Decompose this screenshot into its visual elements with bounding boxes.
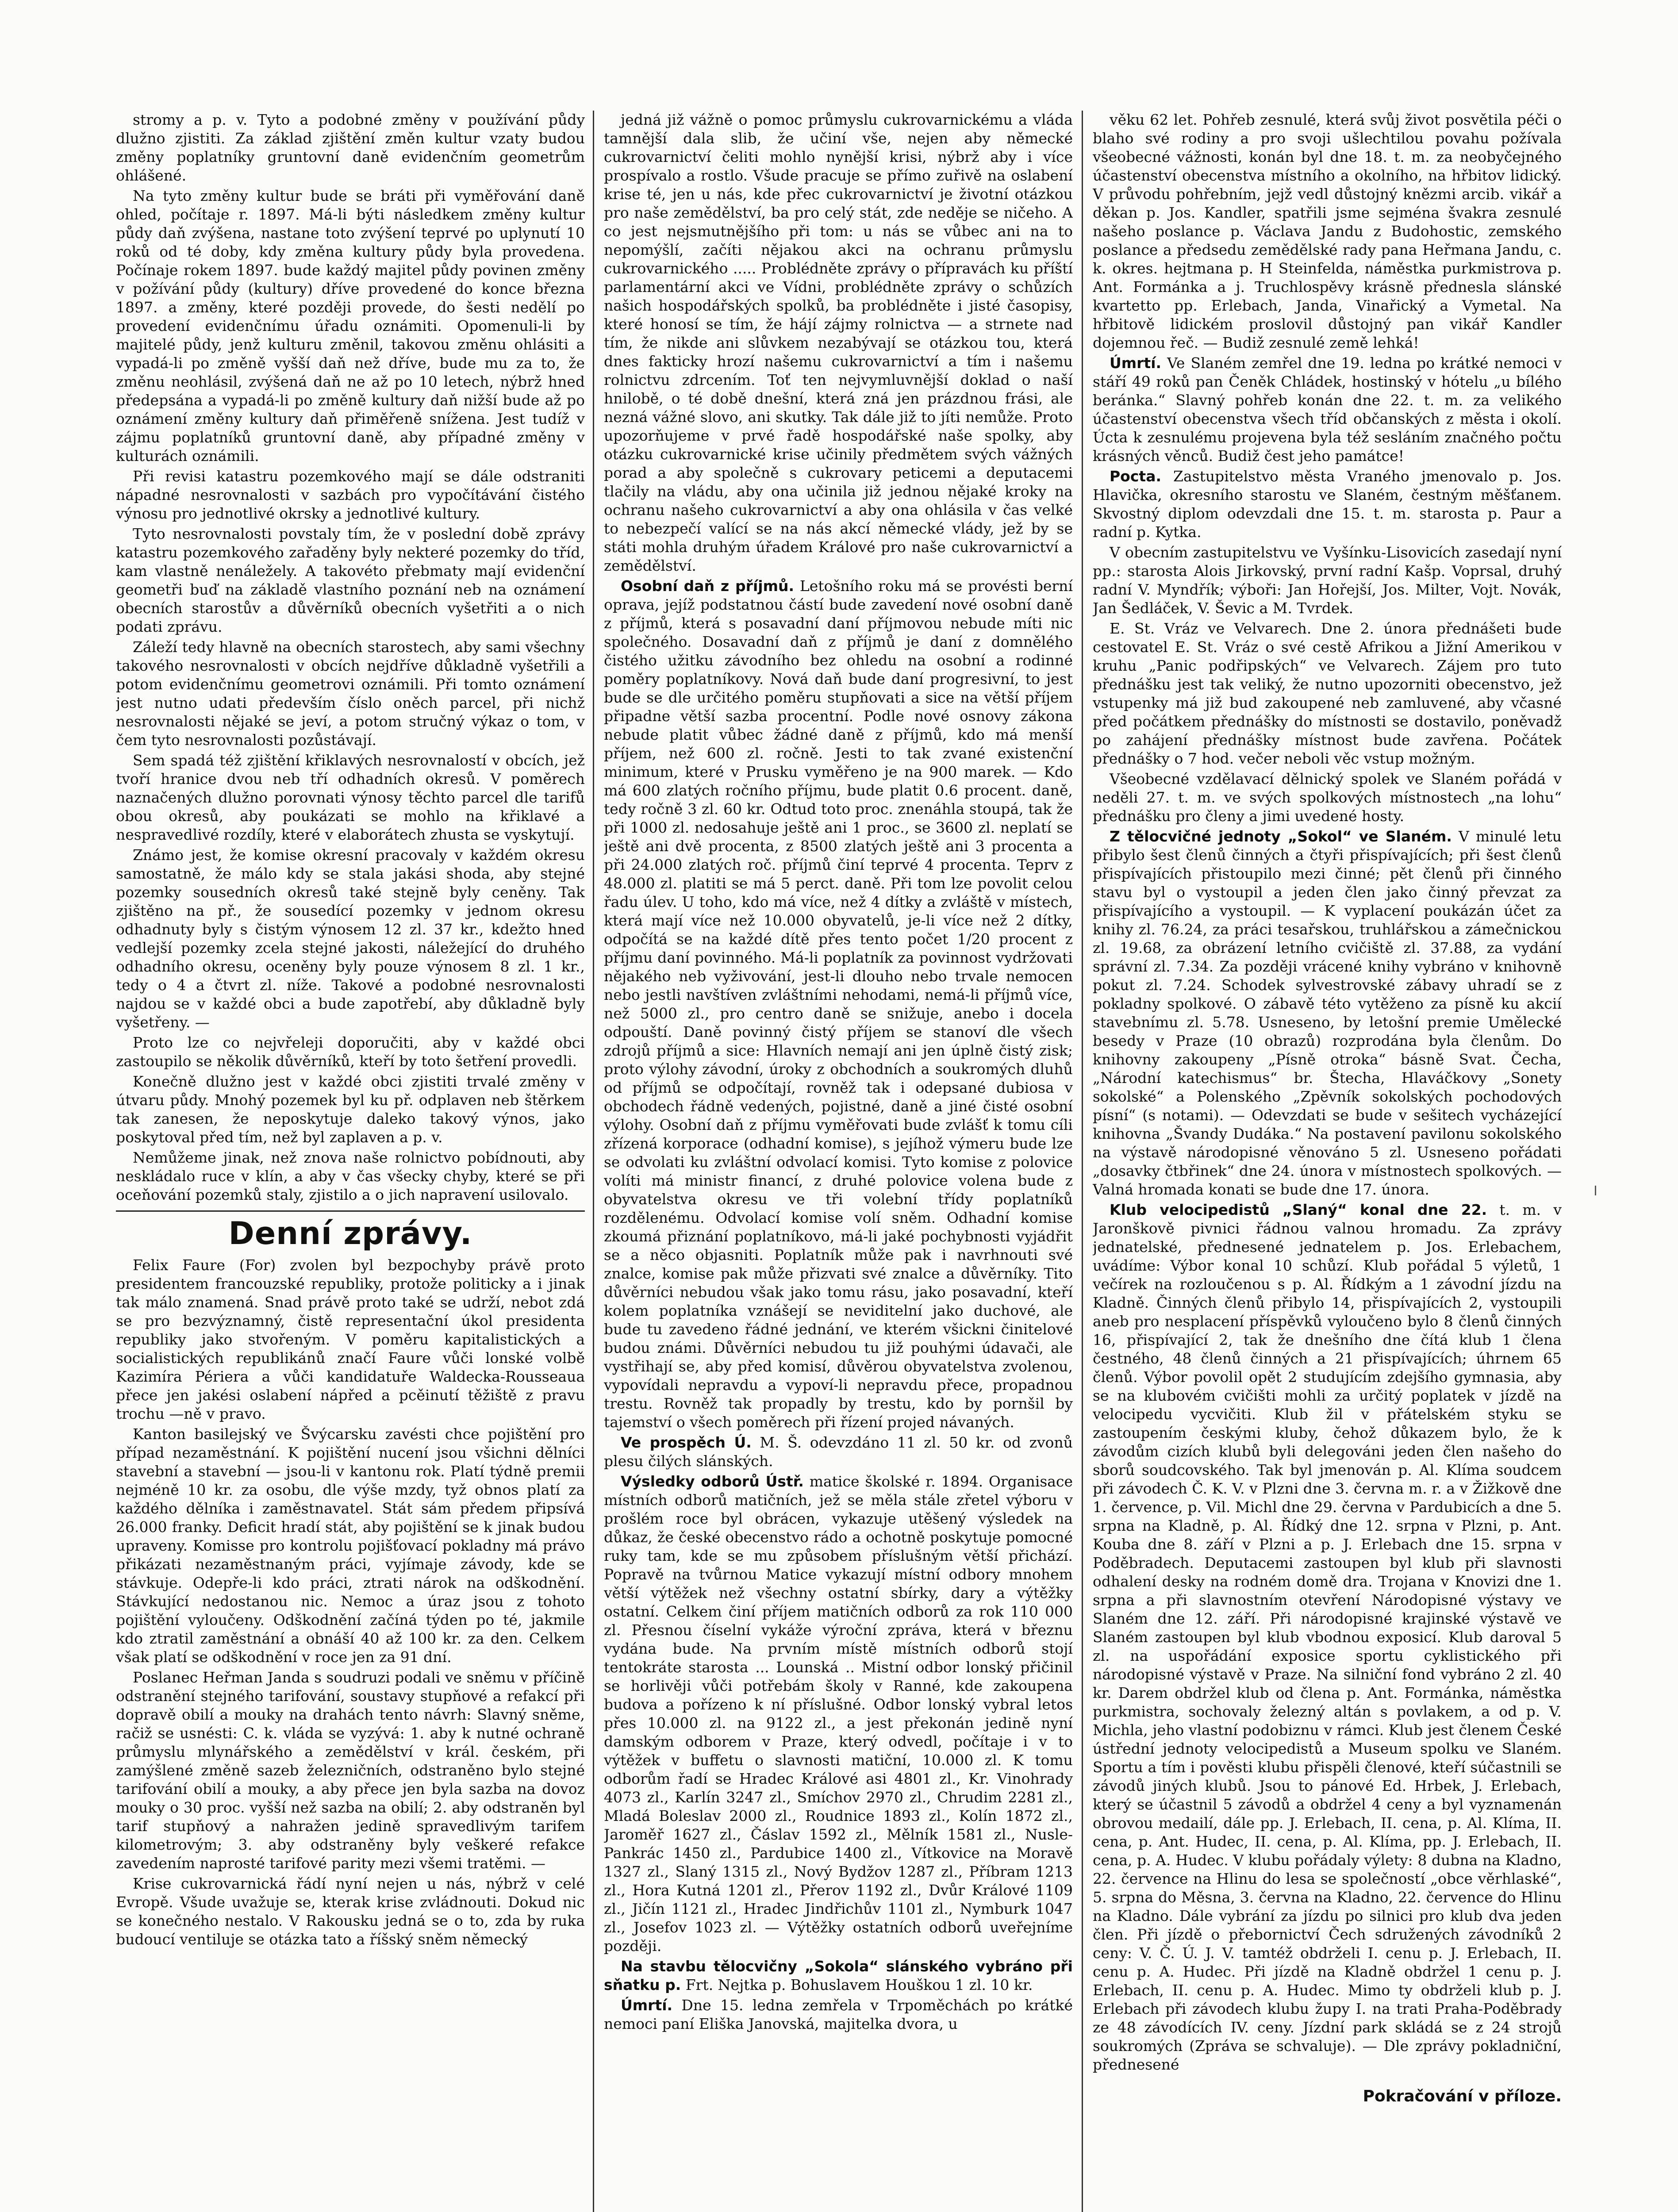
article-paragraph: Osobní daň z příjmů. Letošního roku má se provésti berní oprava, jejíž podstatnou částí bude zavedení nové osobní daně z příjmů, která s posavadní daní příjmovou nebude míti nic společného. Dosavadní daň z příjmů je daní z domnělého čistého užitku závodního bez ohledu na osobní a rodinné poměry poplatníkovy. Nová daň bude daní progresivní, to jest bude se dle určitého poměru stupňovati a sice na větší příjem připadne větší sazba procentní. Podle nové osnovy zákona nebude platit vůbec žádné daně z příjmů, kdo má menší příjem, než 600 zl. ročně. Jesti to tak zvané existenční minimum, které v Prusku vyměřeno je na 900 marek. — Kdo má 600 zlatých ročního příjmu, bude platit 0.6 procent. daně, tedy ročně 3 zl. 60 kr. Odtud toto proc. znenáhla stoupá, tak že při 1000 zl. nedosahuje ještě ani 1 proc., se 3600 zl. neplatí se ještě ani dvě procenta, z 8500 zlatých ještě ani 3 procenta a při 24.000 zlatých roč. příjmů činí teprvé 4 procenta. Teprv z 48.000 zl. platiti se má 5 perct. daně. Při tom lze povolit celou řadu úlev. U toho, kdo má více, než 4 dítky a zvláště v místech, která mají více než 10.000 obyvatelů, je-li více než 2 dítky, odpočítá se na každé dítě přes tento počet 1/20 procent z příjmu daní povinného. Má-li poplatník za povinnost vydržovati nějakého neb vyživování, jest-li dlouho nebo trvale nemocen nebo jestli navštíven zvláštními nehodami, nemá-li příjmů více, než 5000 zl., pro centro daně se snižuje, anebo i docela odpouští. Daně povinný čistý příjem se stanoví dle všech zdrojů příjmů a sice: Hlavních nemají ani jen úplně čistý zisk; proto výlohy závodní, úroky z obchodních a soukromých dluhů od příjmů se odpočítají, rovněž tak i odepsané dubiosa v obchodech řádně vedených, pojistné, daně a jiné čisté osobní výlohy. Osobní daň z příjmu vyměřovati bude zvlášť k tomu cíli zřízená korporace (odhadní komise), s jejíhož výmeru bude lze se odvolati ku zvláštní odvolací komisi. Tyto komise z polovice volíti má ministr financí, z druhé polovice volena bude z obyvatelstva okresu ve tři volební třídy poplatníků rozdělenému. Odvolací komise volí sněm. Odhadní komise zkoumá přiznání poplatníkovo, má-li jaké pochybnosti vyjádřit se a něco objasniti. Poplatník může pak i navrhnouti své znalce, komise pak může přizvati své znalce a důvěrníky. Tito důvěrníci nebudou však jako tomu rásu, jako posavadní, kteří kolem poplatníka vznášejí se neviditelní jako duchové, ale bude tu zavedeno řádné jednání, ve kterém všickni činitelové budou známi. Důvěrníci nebudou tu již pouhými údavači, ale vystřihají se, aby před komisí, důvěrou obyvatelstva zvolenou, vypovídali nepravdu a vypoví-li nepravdu přece, propadnou trestu. Rovněž tak propadly by trestu, kdo by pornšil by tajemství o všech poměrech při řízení projed návaných.	[604, 577, 1073, 1431]
article-paragraph: Krise cukrovarnická řádí nyní nejen u nás, nýbrž v celé Evropě. Všude uvažuje se, kterak krise zvládnouti. Dokud nic se konečného nestalo. V Rakousku jedná se o to, zda by ruka budoucí ventiluje se otázka tato a říšský sněm německý	[116, 1875, 585, 1948]
run-in-heading: Ve prospěch Ú.	[621, 1434, 752, 1451]
article-paragraph: stromy a p. v. Tyto a podobné změny v používání půdy dlužno zjistiti. Za základ zjištění změn kultur vzaty budou změny poplatníky gruntovní daně evidenčním geometrům ohlášené.	[116, 111, 585, 184]
article-paragraph: Nemůžeme jinak, než znova naše rolnictvo pobídnouti, aby neskládalo ruce v klín, a aby v čas všecky chyby, které se při oceňování pozemků staly, zjistilo a o jich napravení usilovalo.	[116, 1149, 585, 1203]
article-paragraph: E. St. Vráz ve Velvarech. Dne 2. února přednášeti bude cestovatel E. St. Vráz o své cestě Afrikou a Jižní Amerikou v kruhu „Panic podřipských“ ve Velvarech. Zájem pro tuto přednášku jest tak veliký, že nutno upozorniti obecenstvo, jež vstupenky má již bud zakoupené neb zamluvené, aby včasné před počátkem přednášky do místnosti se dostavilo, poněvadž po zahájení přednášky místnost bude zavřena. Počátek přednášky o 7 hod. večer neboli věc vstup možným.	[1093, 620, 1562, 767]
article-paragraph: věku 62 let. Pohřeb zesnulé, která svůj život posvětila péči o blaho své rodiny a pro svoji ušlechtilou povahu požívala všeobecné vážnosti, konán byl dne 18. t. m. za neobyčejného účastenství obecenstva místního a okolního, na hřbitov lidický. V průvodu pohřebním, jejž vedl důstojný knězmi arcib. vikář a děkan p. Jos. Kandler, spatřili jsme sejména švakra zesnulé našeho poslance p. Václava Jandu z Budohostic, zemského poslance a předsedu zemědělské rady pana Heřmana Jandu, c. k. okres. hejtmana p. H Steinfelda, náměstka purkmistrova p. Ant. Formánka a j. Truchlospěvy krásně přednesla slánské kvartetto pp. Erlebach, Janda, Vinařický a Vymetal. Na hřbitově lidickém proslovil důstojný pan vikář Kandler dojemnou řeč. — Budiž zesnulé země lehká!	[1093, 111, 1562, 351]
article-paragraph: Felix Faure (For) zvolen byl bezpochyby právě proto presidentem francouzské republiky, protože politicky a i jinak tak málo znamená. Snad právě proto také se udrží, nebot zdá se pro bezvýznamný, čistě representační úkol presidenta republiky jako stvořeným. V poměru kapitalistických a socialistických republikánů značí Faure vůči lonské volbě Kazimíra Périera a vůči kandidatuře Waldecka-Rousseaua přece jen jakési oslabení nápřed a pcěinutí těžiště z pravu trochu —ně v pravo.	[116, 1256, 585, 1422]
article-paragraph: Záleží tedy hlavně na obecních starostech, aby sami všechny takového nesrovnalosti v obcích nejdříve důkladně vyšetřili a potom evidenčnímu geometrovi oznámili. Při tomto oznámení jest nutno udati především číslo oněch parcel, při nichž nesrovnalosti nějaké se jeví, a potom stručný výkaz o tom, v čem tyto nesrovnalosti pozůstávají.	[116, 638, 585, 749]
section-divider	[116, 1210, 585, 1212]
article-paragraph: Na stavbu tělocvičny „Sokola“ slánského vybráno při sňatku p. Frt. Nejtka p. Bohuslavem Houškou 1 zl. 10 kr.	[604, 1958, 1073, 1993]
article-paragraph: Úmrtí. Dne 15. ledna zemřela v Trpoměchách po krátké nemoci paní Eliška Janovská, majitelka dvora, u	[604, 1997, 1073, 2032]
run-in-heading: Na stavbu tělocvičny „Sokola“ slánského vybráno při sňatku p.	[604, 1958, 1073, 1993]
article-paragraph: Poslanec Heřman Janda s soudruzi podali ve sněmu v příčině odstranění stejného tarifování, soustavy stupňové a refakcí při dopravě obilí a mouky na drahách tento návrh: Slavný sněme, račiž se usnésti: C. k. vláda se vyzývá: 1. aby k nutné ochraně průmyslu mlynářského a zemědělství v král. českém, při zamýšlené změně sazeb železničních, odstraněno bylo stejné tarifování obilí a mouky, a aby přece jen byla sazba na dovoz mouky o 30 proc. vyšší než sazba na obilí; 2. aby odstraněn byl tarif stupňový a nahražen jedině spravedlivým tarifem kilometrovým; 3. aby odstraněny byly veškeré refakce zavedením naprosté tarifové parity mezi všemi tratěmi. —	[116, 1669, 585, 1872]
article-paragraph: Výsledky odborů Ústř. matice školské r. 1894. Organisace místních odborů matičních, jež se měla stále zřetel výboru v prošlém roce byl obrácen, vykazuje utěšený výsledek na důkaz, že české obecenstvo rádo a ochotně poskytuje pomocné ruky tam, kde se mu způsobem příslušným větší přichází. Popravě na tvůrnou Matice vykazují místní odbory mnohem větší výtěžek než všechny ostatní sbírky, dary a výtěžky ostatní. Celkem činí příjem matičních odborů za rok 110 000 zl. Přesnou číselní vykáže výroční zpráva, která v březnu vydána bude. Na prvním místě místních odborů stojí tentokráte starosta ... Lounská .. Mistní odbor lonský přičinil se horlivěji vůči potřebám školy v Ranné, kde zakoupena budova a pořízeno k ní příslušné. Odbor lonský vybral letos přes 10.000 zl. na 9122 zl., a jest překonán jedině nyní damským odborem v Praze, který odvedl, počítaje i v to výtěžek v buffetu o slavnosti matiční, 10.000 zl. K tomu odborům řadí se Hradec Králové asi 4801 zl., Kr. Vinohrady 4073 zl., Karlín 3247 zl., Smíchov 2970 zl., Chrudim 2281 zl., Mladá Boleslav 2000 zl., Roudnice 1893 zl., Kolín 1872 zl., Jaroměř 1627 zl., Čáslav 1592 zl., Mělník 1581 zl., Nusle-Pankrác 1450 zl., Pardubice 1400 zl., Vítkovice na Moravě 1327 zl., Slaný 1315 zl., Nový Bydžov 1287 zl., Příbram 1213 zl., Hora Kutná 1201 zl., Přerov 1192 zl., Dvůr Králové 1109 zl., Jičín 1121 zl., Hradec Jindřichův 1101 zl., Nymburk 1047 zl., Josefov 1023 zl. — Výtěžky ostatních odborů uveřejníme později.	[604, 1473, 1073, 1955]
article-paragraph: V obecním zastupitelstvu ve Vyšínku-Lisovicích zasedají nyní pp.: starosta Alois Jirkovský, první radní Kašp. Voprsal, druhý radní V. Myndřík; výboři: Jan Hořejší, Jos. Milter, Vojt. Novák, Jan Šedláček, V. Ševic a M. Tvrdek.	[1093, 544, 1562, 617]
column-3	[1093, 111, 1562, 2212]
article-paragraph: Klub velocipedistů „Slaný“ konal dne 22. t. m. v Jaronškově pivnici řádnou valnou hromadu. Za zprávy jednatelské, přednesené jednatelem p. Jos. Erlebachem, uvádíme: Výbor konal 10 schůzí. Klub pořádal 5 výletů, 1 večírek na rozloučenou s p. Al. Řídkým a 1 závodní jízdu na Kladně. Činných členů přibylo 14, přispívajících 2, vystoupili aneb pro nesplacení příspěvků vyloučeno bylo 8 členů činných 16, přispívající 2, tak že dnešního dne čítá klub 1 člena čestného, 48 členů činných a 21 přispívajících; úhrnem 65 členů. Výbor povolil opět 2 studujícím zdejšího gymnasia, aby se na klubovém cvičišti mohli za určitý poplatek v jízdě na velocipedu vycvičiti. Klub žil v přátelském styku se zastoupením českými kluby, čehož důkazem bylo, že k závodům cizích klubů byli delegováni jeden člen našeho do sborů soudcovského. Tak byl jmenován p. Al. Klíma soudcem při závodech Č. K. V. v Plzni dne 3. června m. r. a v Žižkově dne 1. července, p. Vil. Michl dne 29. června v Pardubicích a dne 5. srpna na Kladně, p. Al. Řídký dne 12. srpna v Plzni, p. Ant. Kouba dne 8. září v Plzni a p. J. Erlebach dne 15. srpna v Poděbradech. Deputacemi zastoupen byl klub při slavnosti odhalení desky na rodném domě dra. Trojana v Knovizi dne 1. srpna a při slavnostním otevření Národopisné výstavy ve Slaném dne 12. září. Při národopisné krajinské výstavě ve Slaném zastoupen byl klub vbodnou exposicí. Klub daroval 5 zl. na uspořádání exposice sportu cyklistického při národopisné výstavě v Praze. Na silniční fond vybráno 2 zl. 40 kr. Darem obdržel klub od člena p. Ant. Formánka, náměstka purkmistra, sochovaly železný altán s povlakem, a od p. V. Michla, jeho vlastní podobiznu v rámci. Klub jest členem České ústřední jednoty velocipedistů a Museum spolku ve Slaném. Sportu a tím i pověsti klubu přispěli členové, kteří súčastnili se závodů jiných klubů. Jsou to pánové Ed. Hrbek, J. Erlebach, který se účastnil 5 závodů a obdržel 4 ceny a byl vyznamenán obrovou medailí, dále pp. J. Erlebach, II. cena, p. Al. Klíma, II. cena, p. Ant. Hudec, II. cena, p. Al. Klíma, pp. J. Erlebach, II. cena, p. A. Hudec. V klubu pořádaly výlety: 8 dubna na Kladno, 22. července na Hlinu do lesa se společností „obce věrhlaské“, 5. srpna do Měsna, 3. června na Kladno, 22. července do Hlinu na Kladno. Dále vybrání za jízdu po silnici pro klub dva jeden člen. Při jízdě o přebornictví Čech sdružených závodníků 2 ceny: V. Č. Ú. J. V. tamtéž obdrželi I. cenu p. J. Erlebach, II. cenu p. A. Hudec. Při jízdě na Kladně obdržel 1 cenu p. J. Erlebach, II. cenu p. A. Hudec. Mimo ty obdrželi klub p. J. Erlebach při závodech klubu župy I. na trati Praha-Poděbrady ze 48 závodících IV. ceny. Jízdní park skládá se z 24 strojů soukromých (Zpráva se schvaluje). — Dle zprávy pokladniční, přednesené	[1093, 1201, 1562, 2073]
run-in-heading: Úmrtí.	[1110, 354, 1162, 372]
article-paragraph: Sem spadá též zjištění křiklavých nesrovnalostí v obcích, jež tvoří hranice dvou neb tří odhadních okresů. V poměrech naznačených dlužno porovnati výnosy těchto parcel dle tarifů obou okresů, aby poukázati se mohlo na křiklavé a nespravedlivé rozdíly, které v elaborátech zhusta se vyskytují.	[116, 752, 585, 843]
page-margin-mark	[1595, 1186, 1606, 1195]
run-in-heading: Výsledky odborů Ústř.	[621, 1473, 804, 1490]
run-in-heading: Úmrtí.	[621, 1997, 673, 2014]
article-paragraph: Pocta. Zastupitelstvo města Vraného jmenovalo p. Jos. Hlavička, okresního starostu ve Slaném, čestným měšťanem. Skvostný diplom odevzdali dne 15. t. m. starosta p. Paur a radní p. Kytka.	[1093, 468, 1562, 541]
column-2	[604, 111, 1073, 2212]
run-in-heading: Osobní daň z příjmů.	[621, 577, 794, 595]
article-paragraph: Známo jest, že komise okresní pracovaly v každém okresu samostatně, že málo kdy se stala jakási shoda, aby stejné pozemky sousedních okresů také stejně byly ceněny. Tak zjištěno na př., že sousedící pozemky v jednom okresu odhadnuty byly s čistým výnosem 12 zl. 37 kr., kdežto hned vedlejší pozemky zcela stejné jakosti, náležející do druhého odhadního okresu, oceněny byly pouze výnosem 8 zl. 1 kr., tedy o 4 a čtvrt zl. níže. Takové a podobné nesrovnalosti najdou se v každé obci a bude zapotřebí, aby důkladně byly vyšetřeny. —	[116, 846, 585, 1031]
section-heading: Denní zprávy.	[228, 1215, 472, 1252]
run-in-heading: Pocta.	[1110, 468, 1161, 485]
article-paragraph: Při revisi katastru pozemkového mají se dále odstraniti nápadné nesrovnalosti v sazbách pro vypočítávání čistého výnosu pro jednotlivé okrsky a jednotlivé kultury.	[116, 468, 585, 522]
run-in-heading: Klub velocipedistů „Slaný“ konal dne 22.	[1110, 1201, 1487, 1218]
article-paragraph: Proto lze co nejvřeleji doporučiti, aby v každé obci zastoupilo se několik důvěrníků, kteří by toto šetření provedli.	[116, 1034, 585, 1070]
column-1	[116, 111, 585, 2212]
article-paragraph: Konečně dlužno jest v každé obci zjistiti trvalé změny v útvaru půdy. Mnohý pozemek byl ku př. odplaven neb štěrkem tak zanesen, že neposkytuje daleko takový výnos, jako poskytoval před tím, než byl zaplaven a p. v.	[116, 1073, 585, 1146]
article-paragraph: Tyto nesrovnalosti povstaly tím, že v poslední době zprávy katastru pozemkového zařaděny byly nekteré pozemky do tříd, kam vlastně nenáležely. A takovéto přebmaty mají evidenční geometři buď na základě vlastního poznání neb na oznámení obecních starostův a důvěrníků obecních vyšetřiti a o nich podati zprávu.	[116, 525, 585, 635]
article-paragraph: Všeobecné vzdělavací dělnický spolek ve Slaném pořádá v neděli 27. t. m. ve svých spolkových místnostech „na lohu“ přednášku pro členy a jimi uvedené hosty.	[1093, 770, 1562, 825]
column-rule-right	[1082, 111, 1083, 2212]
article-paragraph: Ve prospěch Ú. M. Š. odevzdáno 11 zl. 50 kr. od zvonů plesu čilých slánských.	[604, 1434, 1073, 1470]
article-paragraph: Úmrtí. Ve Slaném zemřel dne 19. ledna po krátké nemoci v stáří 49 roků pan Čeněk Chládek, hostinský v hótelu „u bílého beránka.“ Slavný pohřeb konán dne 22. t. m. za velikého účastenství obecenstva všech tříd občanských z města i okolí. Úcta k zesnulému projevena byla též sesláním značného počtu krásných věnců. Budiž čest jeho památce!	[1093, 354, 1562, 465]
article-paragraph: Z tělocvičné jednoty „Sokol“ ve Slaném. V minulé letu přibylo šest členů činných a čtyři přispívajících; při šest členů přispívajících přistoupilo mezi činné; pět členů při činného stavu byl o vystoupil a jeden člen jako činný převzat za přispívajícího a vystoupil. — K vyplacení poukázán účet za knihy zl. 76.24, za práci tesařskou, truhlářskou a zámečnickou zl. 19.68, za obrázení letního cvičiště zl. 37.88, za vydání správní zl. 7.34. Za později vrácené knihy vybráno v knihovně pokut zl. 7.24. Schodek sylvestrovské zábavy uhradí se z pokladny spolkové. O zábavě této vytěženo za písně ku akcií stavebnímu zl. 5.78. Usneseno, by letošní premie Umělecké besedy v Praze (10 obrazů) rozprodána byla členům. Do knihovny zakoupeny „Písně otroka“ básně Svat. Čecha, „Národní katechismus“ br. Štecha, Hlaváčkovy „Sonety sokolské“ a Polenského „Zpěvník sokolských pochodových písní“ (s notami). — Odevzdati se bude v sešitech vycházející knihovna „Švandy Dudáka.“ Na postavení pavilonu sokolského na výstavě národopisné věnováno 5 zl. Usneseno pořádati „dosavky čtbřinek“ dne 24. února v místnostech spolkových. — Valná hromada konati se bude dne 17. února.	[1093, 828, 1562, 1198]
run-in-heading: Z tělocvičné jednoty „Sokol“ ve Slaném.	[1110, 828, 1452, 845]
article-paragraph: Na tyto změny kultur bude se bráti při vyměřování daně ohled, počítaje r. 1897. Má-li býti následkem změny kultur půdy daň zvýšena, nastane toto zvýšení teprvé po uplynutí 10 roků od té doby, kdy změna kultury půdy byla provedena. Počínaje rokem 1897. bude každý majitel půdy povinen změny v požívání půdy (kultury) dříve provedené do konce března 1897. a změny, které později provede, do šesti nedělí po provedení evidenčnímu úřadu oznámiti. Opomenuli-li by majitelé půdy, jenž kulturu změnil, takovou změnu ohlásiti a vypadá-li po změně vyšší daň než dříve, bude mu za to, že změnu neohlásil, zvýšená daň ne až po 10 letech, nýbrž hned předepsána a vypadá-li po změně kultury daň nižší bude až po oznámení změny kultury daň přiměřeně snížena. Jest tudíž v zájmu poplatníků gruntovní daně, aby případné změny v kulturách oznámili.	[116, 187, 585, 465]
article-paragraph: Kanton basilejský ve Švýcarsku zavésti chce pojištění pro případ nezaměstnání. K pojištění nucení jsou všichni dělníci stavební a stavební — jsou-li v kantonu rok. Platí týdně premii nejméně 10 kr. za osobu, dle výše mzdy, tyž obnos platí za každého dělníka i zaměstnavatel. Stát sám předem připsívá 26.000 franky. Deficit hradí stát, aby pojištění se k jinak budou upraveny. Komisse pro kontrolu pojišťovací pokladny má právo přikázati nezaměstnaným práci, vyjímaje závody, kde se stávkuje. Odepře-li kdo práci, ztrati nárok na odškodnění. Stávkující nedostanou nic. Nemoc a úraz jsou z tohoto pojištění vyloučeny. Odškodnění začíná týden po té, jakmile kdo ztratil zaměstnání a obnáší 40 až 100 kr. za den. Celkem však platí se odškodnění v roce jen za 91 dní.	[116, 1425, 585, 1666]
continuation-note: Pokračování v příloze.	[1363, 2087, 1562, 2105]
column-rule-left	[593, 111, 594, 2212]
article-paragraph: jedná již vážně o pomoc průmyslu cukrovarnickému a vláda tamnější dala slib, že učiní vše, nejen aby německé cukrovarnictví čeliti mohlo nynější krisi, nýbrž aby i více prospívalo a rostlo. Všude pracuje se přímo zuřivě na oslabení krise té, jen u nás, kde přec cukrovarnictví je životní otázkou pro naše zemědělství, ba pro celý stát, zde neděje se ničeho. A co jest nejsmutnějšího při tom: u nás se vůbec ani na to nepomýšlí, začíti nějakou akci na ochranu průmyslu cukrovarnického ..... Problédněte zprávy o přípravách ku příští parlamentární akci ve Vídni, problédněte zprávy o schůzích našich hospodářských spolků, ba problédněte i jisté časopisy, které honosí se tím, že hájí zájmy rolnictva — a strnete nad tím, že nikde ani slůvkem nezabývají se otázkou tou, která dnes fakticky hrozí našemu cukrovarnictví a tím i našemu rolnictvu zdrcením. Toť ten nejvymluvnější doklad o naší hnilobě, o té době dnešní, která zná jen prázdnou frási, ale nezná vážné slovo, ani skutky. Tak dále již to jíti nemůže. Proto upozorňujeme v prvé řadě hospodářské naše spolky, aby otázku cukrovarnické krise učinily předmětem svých vážných porad a aby společně s cukrovary peticemi a deputacemi tlačily na vládu, aby ona učinila již jednou nějaké kroky na ochranu našeho cukrovarnictví a aby ona ohlásila v čas velké to nebezpečí valící se na nás akcí německé vlády, jež by se státi mohla druhým úřadem Králové pro naše cukrovarnictví a zemědělství.	[604, 111, 1073, 574]
